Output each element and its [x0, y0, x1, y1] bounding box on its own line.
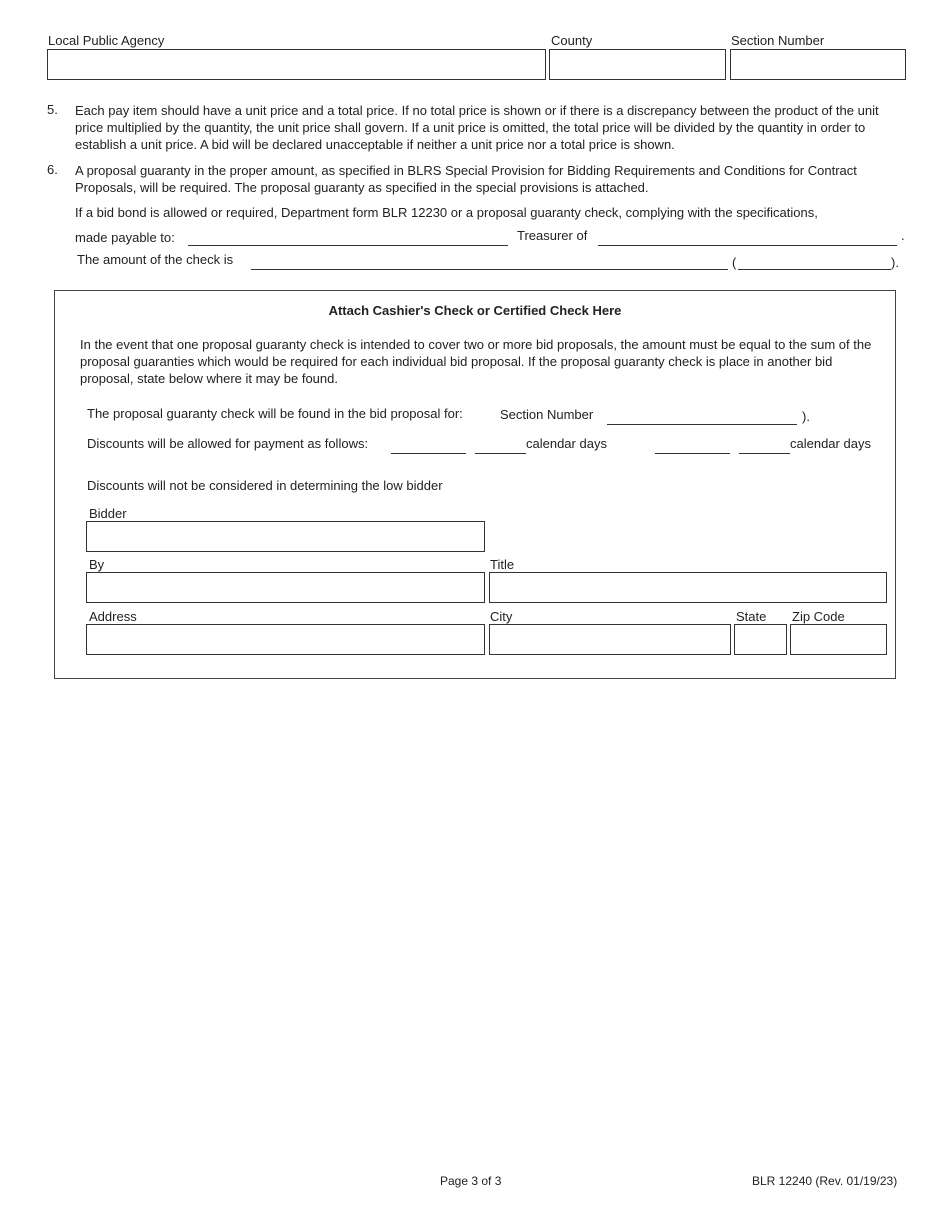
page-number: Page 3 of 3 — [440, 1174, 502, 1188]
amount-figures-line[interactable] — [738, 269, 891, 270]
city-field[interactable] — [489, 624, 731, 655]
amount-open-paren: ( — [732, 255, 737, 270]
amount-words-line[interactable] — [251, 269, 728, 270]
discount-note: Discounts will not be considered in determining the low bidder — [87, 478, 443, 493]
state-label: State — [736, 609, 767, 624]
payable-label: made payable to: — [75, 230, 175, 245]
treasurer-label: Treasurer of — [517, 228, 588, 243]
bidder-label: Bidder — [89, 506, 127, 521]
by-label: By — [89, 557, 105, 572]
found-label: The proposal guaranty check will be found in the bid proposal for: — [87, 406, 463, 421]
zip-code-field[interactable] — [790, 624, 887, 655]
item-6-number: 6. — [47, 162, 58, 177]
amount-label: The amount of the check is — [77, 252, 234, 267]
section-number-label: Section Number — [731, 33, 825, 48]
found-section-close: ). — [802, 409, 810, 424]
item-5-text: Each pay item should have a unit price and a total price. If no total price is shown or if there is a discrepancy between the product of the unit price multiplied by the quantity, the unit price shall govern. If a unit price is omitted, the total price will be divided by the quantity in order to establish a unit price. A bid will be declared unacceptable if neither a unit price nor a total price is shown. — [75, 103, 879, 152]
section-number-field[interactable] — [730, 49, 906, 80]
found-section-line[interactable] — [607, 424, 797, 425]
discounts-label: Discounts will be allowed for payment as follows: — [87, 436, 369, 451]
by-field[interactable] — [86, 572, 485, 603]
address-label: Address — [89, 609, 137, 624]
calendar-days-1-label: calendar days — [526, 436, 607, 451]
amount-close-paren: ). — [891, 255, 899, 270]
state-field[interactable] — [734, 624, 787, 655]
item-5-number: 5. — [47, 102, 58, 117]
title-field[interactable] — [489, 572, 887, 603]
agency-field[interactable] — [47, 49, 546, 80]
title-label: Title — [490, 557, 515, 572]
county-label: County — [551, 33, 593, 48]
zip-code-label: Zip Code — [792, 609, 845, 624]
treasurer-period: . — [901, 228, 905, 243]
county-field[interactable] — [549, 49, 726, 80]
bid-bond-text: If a bid bond is allowed or required, Department form BLR 12230 or a proposal guaranty check, complying with the specifications, — [75, 205, 818, 220]
discount-1-days-line[interactable] — [475, 453, 526, 454]
bidder-field[interactable] — [86, 521, 485, 552]
treasurer-line[interactable] — [598, 245, 897, 246]
city-label: City — [490, 609, 513, 624]
payable-to-line[interactable] — [188, 245, 508, 246]
check-frame-title: Attach Cashier's Check or Certified Check Here — [328, 303, 622, 318]
check-frame-intro: In the event that one proposal guaranty check is intended to cover two or more bid proposals, the amount must be equal to the sum of the proposal guaranties which would be required for each individual bid proposal. If the proposal guaranty check is place in another bid proposal, state below where it may be found. — [80, 337, 872, 386]
item-6-text: A proposal guaranty in the proper amount, as specified in BLRS Special Provision for Bidding Requirements and Conditions for Contract Proposals, will be required. The proposal guaranty as specified in the special provisions is attached. — [75, 163, 857, 195]
discount-1-amount-line[interactable] — [391, 453, 466, 454]
discount-2-amount-line[interactable] — [655, 453, 730, 454]
calendar-days-2-label: calendar days — [790, 436, 871, 451]
check-attachment-frame — [54, 290, 896, 679]
found-section-label: Section Number — [500, 407, 594, 422]
agency-label: Local Public Agency — [48, 33, 165, 48]
discount-2-days-line[interactable] — [739, 453, 790, 454]
address-field[interactable] — [86, 624, 485, 655]
form-id: BLR 12240 (Rev. 01/19/23) — [752, 1174, 898, 1188]
